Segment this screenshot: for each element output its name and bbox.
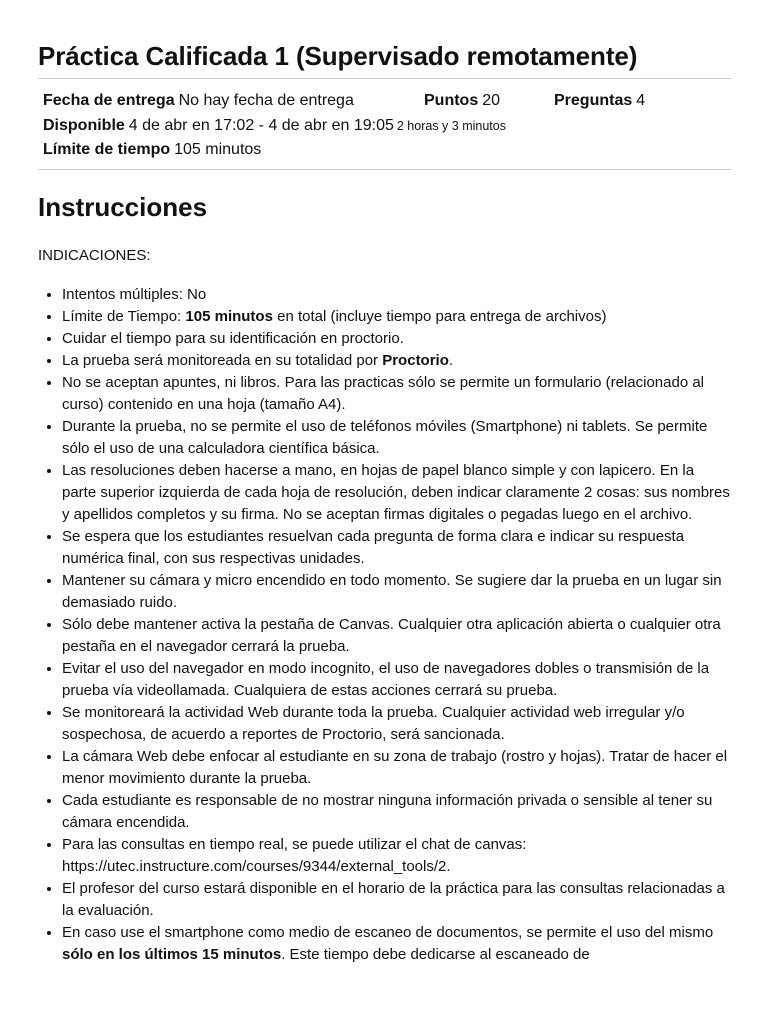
instruction-text: en total (incluye tiempo para entrega de archivos) — [272, 307, 607, 325]
quiz-details — [38, 79, 731, 163]
questions — [554, 89, 645, 114]
instruction-item: • Se espera que los estudiantes resuelvan cada pregunta de forma clara e indicar su respuesta numérica final, con sus respectivas unidades. — [62, 526, 731, 570]
details-row-2 — [43, 114, 731, 139]
instruction-item: • Cada estudiante es responsable de no mostrar ninguna información privada o sensible al tener su cámara encendida. — [62, 790, 731, 834]
instructions-intro: INDICACIONES: — [38, 246, 151, 264]
instruction-item: • Durante la prueba, no se permite el uso de teléfonos móviles (Smartphone) ni tablets. Se permite sólo el uso de una calculadora científica básica. — [62, 416, 731, 460]
instruction-emphasis: Proctorio — [382, 351, 449, 369]
instruction-emphasis: sólo en los últimos 15 minutos — [62, 945, 282, 963]
instruction-item: • La cámara Web debe enfocar al estudiante en su zona de trabajo (rostro y hojas). Tratar de hacer el menor movimiento durante la prueba. — [62, 746, 731, 790]
instruction-emphasis: 105 minutos — [185, 307, 273, 325]
instruction-text: . — [448, 351, 454, 369]
instruction-item: • Para las consultas en tiempo real, se puede utilizar el chat de canvas: https://utec.instructure.com/courses/9344/external_tools/2. — [62, 834, 731, 878]
time-limit-value: 105 minutos — [174, 141, 262, 158]
due-date-label: Fecha de entrega — [43, 92, 175, 109]
page-title: Práctica Calificada 1 (Supervisado remotamente) — [38, 41, 638, 71]
instruction-item: • Sólo debe mantener activa la pestaña de Canvas. Cualquier otra aplicación abierta o cualquier otra pestaña en el navegador cerrará la prueba. — [62, 614, 731, 658]
instruction-item — [62, 922, 731, 966]
available-value: 4 de abr en 17:02 - 4 de abr en 19:05 — [128, 116, 394, 134]
instruction-item: • Mantener su cámara y micro encendido en todo momento. Se sugiere dar la prueba en un lugar sin demasiado ruido. — [62, 570, 731, 614]
available-duration: 2 horas y 3 minutos — [396, 118, 506, 133]
instructions-heading: Instrucciones — [38, 191, 208, 222]
instruction-item: • Se monitoreará la actividad Web durante toda la prueba. Cualquier actividad web irregular y/o sospechosa, de acuerdo a reportes de Proctorio, será sancionada. — [62, 702, 731, 746]
available-label: Disponible — [43, 116, 125, 134]
due-date-value: No hay fecha de entrega — [178, 92, 354, 109]
instruction-item: • Cuidar el tiempo para su identificación en proctorio. — [62, 328, 731, 350]
instruction-item — [62, 306, 731, 328]
instruction-item: • Evitar el uso del navegador en modo incognito, el uso de navegadores dobles o transmisión de la prueba vía videollamada. Cualquiera de estas acciones cerrará su prueba. — [62, 658, 731, 702]
questions-label: Preguntas — [554, 92, 633, 109]
time-limit-label: Límite de tiempo — [43, 141, 171, 158]
instruction-text: . Este tiempo debe dedicarse al escaneado de — [281, 945, 590, 963]
instruction-text: Límite de Tiempo: — [62, 307, 186, 325]
instruction-item: • El profesor del curso estará disponible en el horario de la práctica para las consultas relacionadas a la evaluación. — [62, 878, 731, 922]
details-row-3 — [43, 138, 731, 163]
instructions-list — [38, 284, 731, 966]
instruction-item: • Intentos múltiples: No — [62, 284, 731, 306]
details-row-1 — [43, 89, 731, 114]
points-value: 20 — [482, 92, 501, 109]
due-date — [43, 89, 424, 114]
instruction-text: La prueba será monitoreada en su totalidad por — [62, 351, 383, 369]
points-label: Puntos — [424, 92, 479, 109]
questions-value: 4 — [636, 92, 646, 109]
instruction-text: En caso use el smartphone como medio de escaneo de documentos, se permite el uso del mismo — [62, 923, 714, 941]
instruction-item: • Las resoluciones deben hacerse a mano, en hojas de papel blanco simple y con lapicero. En la parte superior izquierda de cada hoja de resolución, deben indicar claramente 2 cosas: sus nombres y apellidos completos y su firma. No se aceptan firmas digitales o pegadas luego en el archivo. — [62, 460, 731, 526]
instruction-item: • No se aceptan apuntes, ni libros. Para las practicas sólo se permite un formulario (relacionado al curso) contenido en una hoja (tamaño A4). — [62, 372, 731, 416]
instruction-item — [62, 350, 731, 372]
points — [424, 89, 554, 114]
